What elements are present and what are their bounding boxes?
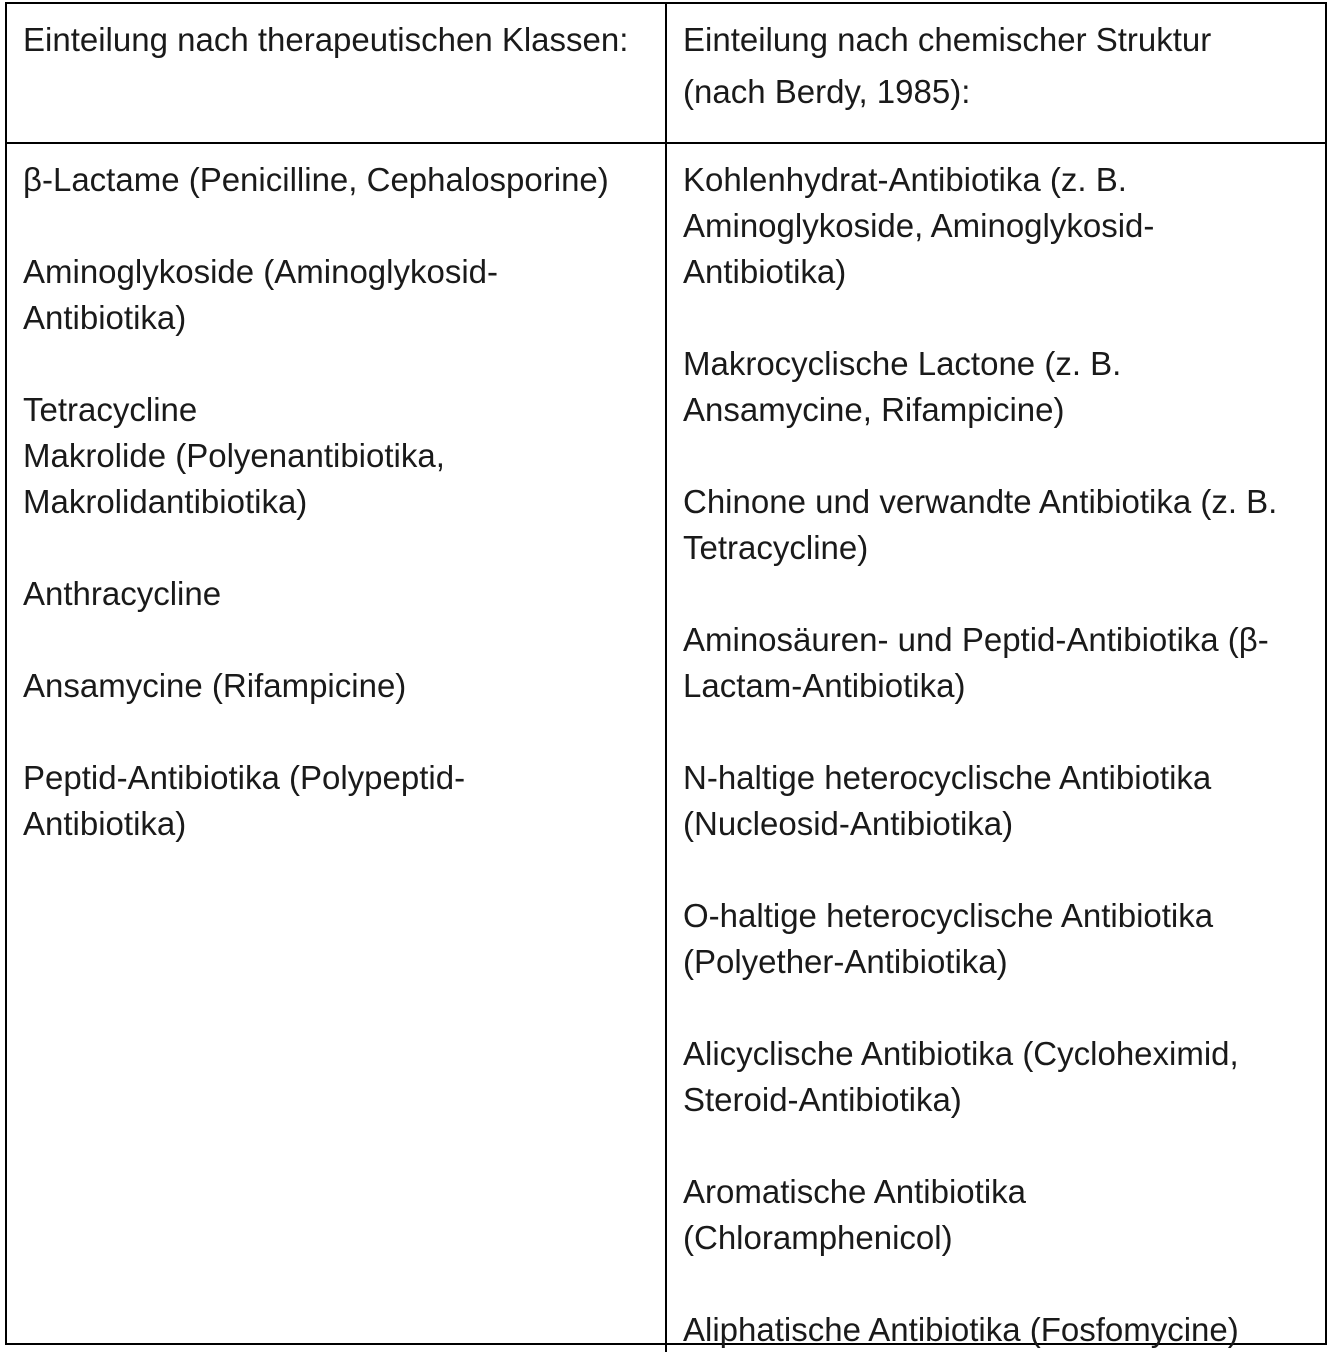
text-line: Aminosäuren- und Peptid-Antibiotika (β- bbox=[683, 621, 1269, 658]
text-line: Aminoglykoside (Aminoglykosid- bbox=[23, 253, 499, 290]
text-line: Makrolide (Polyenantibiotika, bbox=[23, 437, 445, 474]
cell-paragraph bbox=[683, 341, 1309, 433]
text-line: Aliphatische Antibiotika (Fosfomycine) bbox=[683, 1311, 1239, 1348]
text-line: Alicyclische Antibiotika (Cycloheximid, bbox=[683, 1035, 1239, 1072]
cell-paragraph bbox=[683, 157, 1309, 295]
header-cell-chemical-structure bbox=[667, 4, 1325, 142]
text-line: (Polyether-Antibiotika) bbox=[683, 943, 1008, 980]
text-line: Aminoglykoside, Aminoglykosid- bbox=[683, 207, 1155, 244]
text-line: (nach Berdy, 1985): bbox=[683, 73, 971, 110]
text-line: Antibiotika) bbox=[683, 253, 847, 290]
cell-paragraph bbox=[683, 14, 1309, 118]
cell-paragraph bbox=[683, 755, 1309, 847]
table-header-row bbox=[7, 4, 1325, 144]
text-line: Aromatische Antibiotika bbox=[683, 1173, 1027, 1210]
text-line: (Nucleosid-Antibiotika) bbox=[683, 805, 1014, 842]
text-line: N-haltige heterocyclische Antibiotika bbox=[683, 759, 1212, 796]
header-cell-therapeutic-classes bbox=[7, 4, 667, 142]
cell-paragraph bbox=[23, 14, 649, 66]
text-line: Einteilung nach therapeutischen Klassen: bbox=[23, 21, 629, 58]
cell-paragraph bbox=[23, 157, 649, 203]
cell-paragraph bbox=[23, 249, 649, 341]
cell-paragraph bbox=[683, 893, 1309, 985]
text-line: Tetracycline bbox=[23, 391, 198, 428]
text-line: Antibiotika) bbox=[23, 299, 187, 336]
text-line: Steroid-Antibiotika) bbox=[683, 1081, 962, 1118]
text-line: Ansamycine (Rifampicine) bbox=[23, 667, 407, 704]
cell-paragraph bbox=[23, 755, 649, 847]
text-line: Makrocyclische Lactone (z. B. bbox=[683, 345, 1122, 382]
text-line: β-Lactame (Penicilline, Cephalosporine) bbox=[23, 161, 609, 198]
text-line: (Chloramphenicol) bbox=[683, 1219, 953, 1256]
cell-paragraph bbox=[683, 1307, 1309, 1352]
cell-paragraph bbox=[683, 617, 1309, 709]
text-line: O-haltige heterocyclische Antibiotika bbox=[683, 897, 1214, 934]
text-line: Makrolidantibiotika) bbox=[23, 483, 308, 520]
text-line: Peptid-Antibiotika (Polypeptid- bbox=[23, 759, 466, 796]
body-cell-chemical-structure bbox=[667, 144, 1325, 1352]
cell-paragraph bbox=[23, 571, 649, 617]
cell-paragraph bbox=[683, 1031, 1309, 1123]
cell-paragraph bbox=[23, 433, 649, 525]
antibiotic-classification-table bbox=[5, 2, 1327, 1348]
table-body-row bbox=[7, 144, 1325, 1352]
cell-paragraph bbox=[23, 663, 649, 709]
text-line: Chinone und verwandte Antibiotika (z. B. bbox=[683, 483, 1278, 520]
cell-paragraph bbox=[683, 479, 1309, 571]
text-line: Einteilung nach chemischer Struktur bbox=[683, 21, 1212, 58]
text-line: Antibiotika) bbox=[23, 805, 187, 842]
text-line: Lactam-Antibiotika) bbox=[683, 667, 966, 704]
cell-paragraph bbox=[23, 387, 649, 433]
text-line: Tetracycline) bbox=[683, 529, 869, 566]
body-cell-therapeutic-classes bbox=[7, 144, 667, 1352]
text-line: Anthracycline bbox=[23, 575, 222, 612]
text-line: Ansamycine, Rifampicine) bbox=[683, 391, 1065, 428]
text-line: Kohlenhydrat-Antibiotika (z. B. bbox=[683, 161, 1127, 198]
cell-paragraph bbox=[683, 1169, 1309, 1261]
